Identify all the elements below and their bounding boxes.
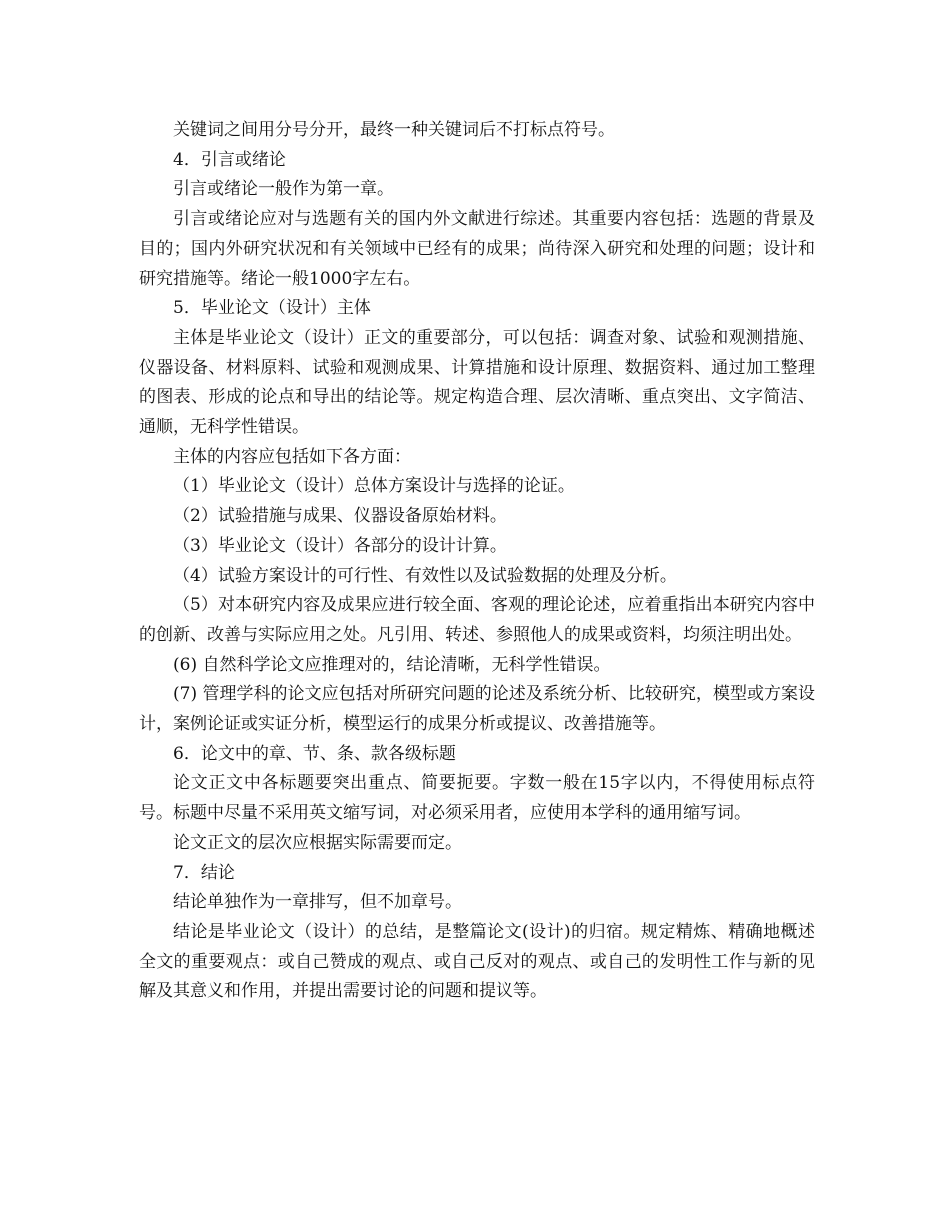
- list-item-7: (7) 管理学科的论文应包括对所研究问题的论述及系统分析、比较研究，模型或方案设计，案例论证或实证分析，模型运行的成果分析或提议、改善措施等。: [139, 684, 815, 735]
- section-heading-main-body: 5．毕业论文（设计）主体: [173, 298, 371, 319]
- paragraph-titles-rule: 论文正文中各标题要突出重点、简要扼要。字数一般在15字以内，不得使用标点符号。标题中尽量不采用英文缩写词，对必须采用者，应使用本学科的通用缩写词。: [139, 773, 815, 824]
- paragraph-introduction-chapter: 引言或绪论一般作为第一章。: [173, 179, 394, 200]
- paragraph-conclusion-chapter: 结论单独作为一章排写，但不加章号。: [173, 892, 462, 913]
- list-item-2: （2）试验措施与成果、仪器设备原始材料。: [173, 506, 507, 527]
- paragraph-main-body-description: 主体是毕业论文（设计）正文的重要部分，可以包括：调查对象、试验和观测措施、仪器设备、材料原料、试验和观测成果、计算措施和设计原理、数据资料、通过加工整理的图表、形成的论点和导出的结论等。规定构造合理、层次清晰、重点突出、文字简洁、通顺，无科学性错误。: [139, 327, 815, 438]
- list-item-3: （3）毕业论文（设计）各部分的设计计算。: [173, 535, 507, 556]
- section-heading-conclusion: 7．结论: [173, 862, 235, 883]
- list-item-6: (6) 自然科学论文应推理对的，结论清晰，无科学性错误。: [173, 654, 611, 675]
- paragraph-keywords-rule: 关键词之间用分号分开，最终一种关键词后不打标点符号。: [173, 120, 615, 140]
- paragraph-conclusion-content: 结论是毕业论文（设计）的总结，是整篇论文(设计)的归宿。规定精炼、精确地概述全文的重要观点：或自己赞成的观点、或自己反对的观点、或自己的发明性工作与新的见解及其意义和作用，并提出需要讨论的问题和提议等。: [139, 921, 815, 1002]
- list-item-5: （5）对本研究内容及成果应进行较全面、客观的理论论述，应着重指出本研究内容中的创新、改善与实际应用之处。凡引用、转述、参照他人的成果或资料，均须注明出处。: [139, 595, 815, 645]
- paragraph-introduction-content: 引言或绪论应对与选题有关的国内外文献进行综述。其重要内容包括：选题的背景及目的；国内外研究状况和有关领域中已经有的成果；尚待深入研究和处理的问题；设计和研究措施等。绪论一般1000字左右。: [139, 209, 815, 289]
- list-item-1: （1）毕业论文（设计）总体方案设计与选择的论证。: [173, 476, 575, 497]
- section-heading-titles: 6．论文中的章、节、条、款各级标题: [173, 743, 456, 764]
- paragraph-levels-rule: 论文正文的层次应根据实际需要而定。: [173, 832, 462, 853]
- paragraph-main-body-aspects: 主体的内容应包括如下各方面：: [173, 446, 411, 467]
- section-heading-introduction: 4．引言或绪论: [173, 149, 286, 170]
- list-item-4: （4）试验方案设计的可行性、有效性以及试验数据的处理及分析。: [173, 565, 677, 586]
- document-body: [139, 116, 815, 1007]
